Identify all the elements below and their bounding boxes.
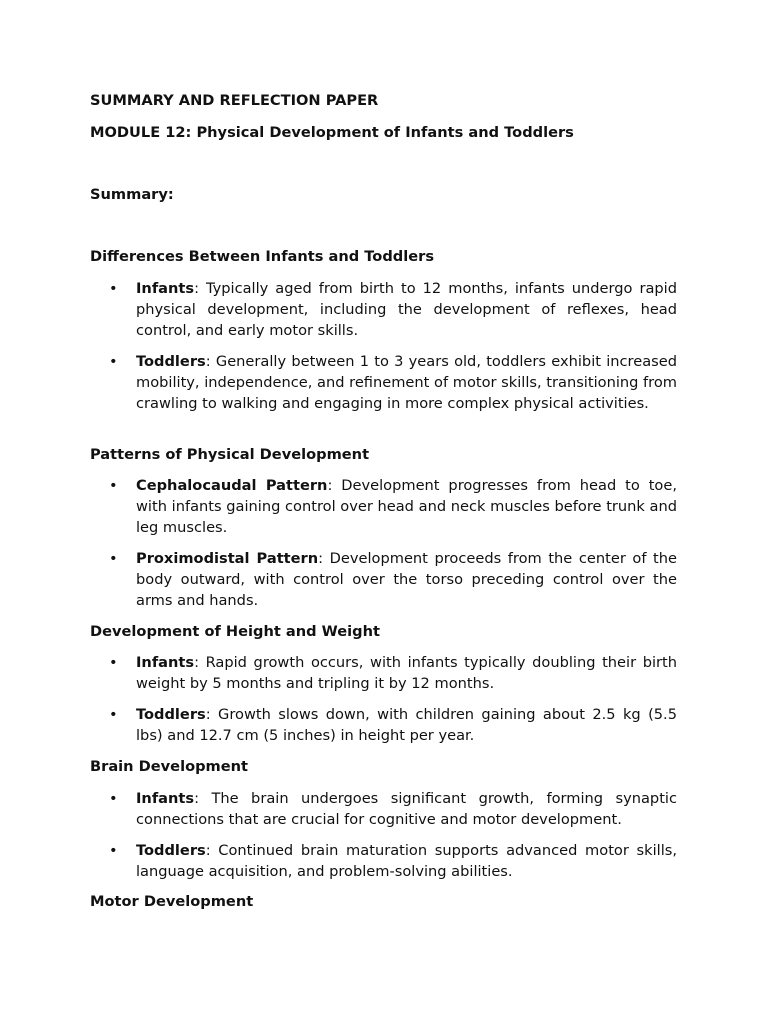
list-item-term: Proximodistal Pattern (136, 550, 319, 567)
list-item-term: Toddlers (136, 706, 206, 723)
module-title: MODULE 12: Physical Development of Infants and Toddlers (90, 124, 574, 141)
list-item-text (136, 279, 677, 341)
list-item-text (136, 789, 677, 831)
list-item-term: Cephalocaudal Pattern (136, 477, 328, 494)
section-heading: Motor Development (90, 893, 254, 910)
document-title: SUMMARY AND REFLECTION PAPER (90, 92, 379, 109)
list-item-description: : Development progresses from head to toe, with infants gaining control over head and neck muscles before trunk and leg muscles. (136, 477, 677, 536)
section-heading: Patterns of Physical Development (90, 446, 370, 463)
list-item-term: Infants (136, 280, 195, 297)
bullet-icon: • (109, 790, 118, 807)
list-item-term: Toddlers (136, 353, 206, 370)
list-item-term: Infants (136, 654, 195, 671)
list-item-description: : The brain undergoes significant growth, forming synaptic connections that are crucial for cognitive and motor development. (136, 790, 677, 828)
list-item-text (136, 653, 677, 695)
list-item-text (136, 476, 677, 538)
list-item-description: : Development proceeds from the center of the body outward, with control over the torso preceding control over the arms and hands. (136, 550, 678, 609)
bullet-icon: • (109, 654, 118, 671)
list-item-description: : Typically aged from birth to 12 months, infants undergo rapid physical development, including the development of reflexes, head control, and early motor skills. (136, 280, 677, 339)
bullet-icon: • (109, 842, 118, 859)
bullet-icon: • (109, 550, 118, 567)
list-item-text (136, 705, 677, 747)
list-item-description: : Generally between 1 to 3 years old, toddlers exhibit increased mobility, independence, and refinement of motor skills, transitioning from crawling to walking and engaging in more complex physical activities. (136, 353, 677, 412)
section-heading: Differences Between Infants and Toddlers (90, 248, 435, 265)
bullet-icon: • (109, 706, 118, 723)
list-item-text (136, 841, 677, 883)
section-heading: Development of Height and Weight (90, 623, 380, 640)
summary-label: Summary: (90, 186, 174, 203)
list-item-description: : Continued brain maturation supports advanced motor skills, language acquisition, and problem-solving abilities. (136, 842, 677, 880)
list-item-term: Infants (136, 790, 195, 807)
bullet-icon: • (109, 353, 118, 370)
list-item-text (136, 352, 677, 414)
bullet-icon: • (109, 477, 118, 494)
list-item-text (136, 549, 677, 611)
list-item-description: : Growth slows down, with children gaining about 2.5 kg (5.5 lbs) and 12.7 cm (5 inches) in height per year. (136, 706, 677, 744)
list-item-term: Toddlers (136, 842, 206, 859)
list-item-description: : Rapid growth occurs, with infants typically doubling their birth weight by 5 months and tripling it by 12 months. (136, 654, 677, 692)
section-heading: Brain Development (90, 758, 249, 775)
bullet-icon: • (109, 280, 118, 297)
